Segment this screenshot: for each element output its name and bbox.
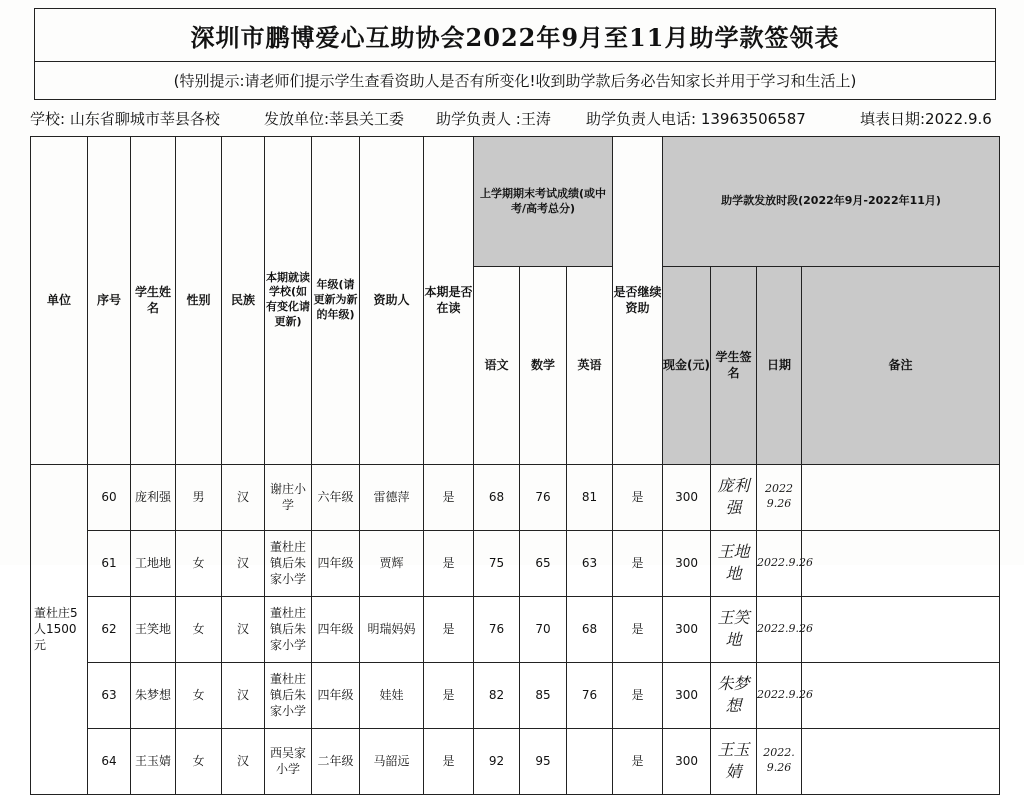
signature-cell: 庞利强 (711, 464, 757, 530)
seq-cell: 63 (88, 662, 131, 728)
ethnicity-cell: 汉 (222, 662, 265, 728)
sponsor-cell: 雷德萍 (360, 464, 424, 530)
meta-fill-date: 填表日期:2022.9.6 (860, 110, 992, 128)
notice-banner (34, 62, 996, 100)
ethnicity-cell: 汉 (222, 728, 265, 794)
name-cell: 王玉婧 (131, 728, 176, 794)
meta-line (30, 108, 1024, 130)
header-school: 本期就读学校(如有变化请更新) (265, 137, 312, 465)
name-cell: 工地地 (131, 530, 176, 596)
table-row (31, 596, 1000, 662)
enrolled-cell: 是 (424, 464, 474, 530)
header-gender: 性别 (176, 137, 222, 465)
cash-cell: 300 (663, 662, 711, 728)
header-signature: 学生签名 (711, 267, 757, 464)
gender-cell: 男 (176, 464, 222, 530)
table-row (31, 464, 1000, 530)
english-score-cell: 81 (567, 464, 613, 530)
grade-cell: 二年级 (312, 728, 360, 794)
chinese-score-cell: 75 (474, 530, 520, 596)
header-seq: 序号 (88, 137, 131, 465)
grade-cell: 六年级 (312, 464, 360, 530)
title-text: 深圳市鹏博爱心互助协会2022年9月至11月助学款签领表 (190, 22, 840, 52)
date-cell: 2022 9.26 (757, 464, 802, 530)
seq-cell: 64 (88, 728, 131, 794)
enrolled-cell: 是 (424, 662, 474, 728)
grade-cell: 四年级 (312, 662, 360, 728)
signature-cell: 王地地 (711, 530, 757, 596)
seq-cell: 60 (88, 464, 131, 530)
gender-cell: 女 (176, 530, 222, 596)
header-enrolled: 本期是否在读 (424, 137, 474, 465)
grade-cell: 四年级 (312, 530, 360, 596)
gender-cell: 女 (176, 662, 222, 728)
math-score-cell: 70 (520, 596, 567, 662)
continue-cell: 是 (613, 662, 663, 728)
gender-cell: 女 (176, 596, 222, 662)
table-row (31, 728, 1000, 794)
enrolled-cell: 是 (424, 728, 474, 794)
date-cell: 2022.9.26 (757, 662, 802, 728)
header-cash: 现金(元) (663, 267, 711, 464)
sponsor-cell: 马韶远 (360, 728, 424, 794)
ethnicity-cell: 汉 (222, 596, 265, 662)
header-date: 日期 (757, 267, 802, 464)
continue-cell: 是 (613, 530, 663, 596)
date-cell: 2022.9.26 (757, 596, 802, 662)
header-period-group: 助学款发放时段(2022年9月-2022年11月) (663, 137, 1000, 267)
header-unit: 单位 (31, 137, 88, 465)
school-cell: 谢庄小学 (265, 464, 312, 530)
signature-cell: 王玉婧 (711, 728, 757, 794)
meta-manager: 助学负责人 :王涛 (436, 110, 551, 128)
header-ethnicity: 民族 (222, 137, 265, 465)
header-sponsor: 资助人 (360, 137, 424, 465)
header-name: 学生姓名 (131, 137, 176, 465)
continue-cell: 是 (613, 728, 663, 794)
cash-cell: 300 (663, 530, 711, 596)
school-cell: 西吴家小学 (265, 728, 312, 794)
remark-cell (802, 464, 1000, 530)
chinese-score-cell: 82 (474, 662, 520, 728)
english-score-cell: 76 (567, 662, 613, 728)
sponsor-cell: 娃娃 (360, 662, 424, 728)
name-cell: 王笑地 (131, 596, 176, 662)
chinese-score-cell: 76 (474, 596, 520, 662)
cash-cell: 300 (663, 728, 711, 794)
name-cell: 朱梦想 (131, 662, 176, 728)
seq-cell: 62 (88, 596, 131, 662)
name-cell: 庞利强 (131, 464, 176, 530)
header-remark: 备注 (802, 267, 1000, 464)
ethnicity-cell: 汉 (222, 530, 265, 596)
math-score-cell: 76 (520, 464, 567, 530)
chinese-score-cell: 68 (474, 464, 520, 530)
gender-cell: 女 (176, 728, 222, 794)
form-title (34, 8, 996, 62)
meta-school: 学校: 山东省聊城市莘县各校 (30, 110, 220, 128)
english-score-cell: 68 (567, 596, 613, 662)
header-math: 数学 (520, 267, 567, 464)
date-cell: 2022.9.26 (757, 530, 802, 596)
meta-issuer: 发放单位:莘县关工委 (264, 110, 405, 128)
math-score-cell: 85 (520, 662, 567, 728)
sponsor-cell: 贾辉 (360, 530, 424, 596)
chinese-score-cell: 92 (474, 728, 520, 794)
ethnicity-cell: 汉 (222, 464, 265, 530)
table-row (31, 530, 1000, 596)
enrolled-cell: 是 (424, 530, 474, 596)
math-score-cell: 95 (520, 728, 567, 794)
continue-cell: 是 (613, 464, 663, 530)
table-row (31, 662, 1000, 728)
remark-cell (802, 728, 1000, 794)
english-score-cell (567, 728, 613, 794)
signature-cell: 朱梦想 (711, 662, 757, 728)
school-cell: 董杜庄镇后朱家小学 (265, 596, 312, 662)
sponsor-cell: 明瑞妈妈 (360, 596, 424, 662)
continue-cell: 是 (613, 596, 663, 662)
header-english: 英语 (567, 267, 613, 464)
english-score-cell: 63 (567, 530, 613, 596)
math-score-cell: 65 (520, 530, 567, 596)
grade-cell: 四年级 (312, 596, 360, 662)
cash-cell: 300 (663, 464, 711, 530)
header-scores-group: 上学期期末考试成绩(或中考/高考总分) (474, 137, 613, 267)
unit-cell: 董杜庄5人1500元 (31, 464, 88, 794)
enrolled-cell: 是 (424, 596, 474, 662)
date-cell: 2022. 9.26 (757, 728, 802, 794)
header-grade: 年级(请更新为新的年级) (312, 137, 360, 465)
school-cell: 董杜庄镇后朱家小学 (265, 530, 312, 596)
notice-text: (特别提示:请老师们提示学生查看资助人是否有所变化!收到助学款后务必告知家长并用于学习和生活上) (173, 72, 857, 90)
signature-cell: 王笑地 (711, 596, 757, 662)
header-chinese: 语文 (474, 267, 520, 464)
meta-phone: 助学负责人电话: 13963506587 (586, 110, 806, 128)
remark-cell (802, 662, 1000, 728)
remark-cell (802, 530, 1000, 596)
remark-cell (802, 596, 1000, 662)
cash-cell: 300 (663, 596, 711, 662)
grant-table (30, 136, 1000, 795)
school-cell: 董杜庄镇后朱家小学 (265, 662, 312, 728)
header-continue: 是否继续资助 (613, 137, 663, 465)
seq-cell: 61 (88, 530, 131, 596)
